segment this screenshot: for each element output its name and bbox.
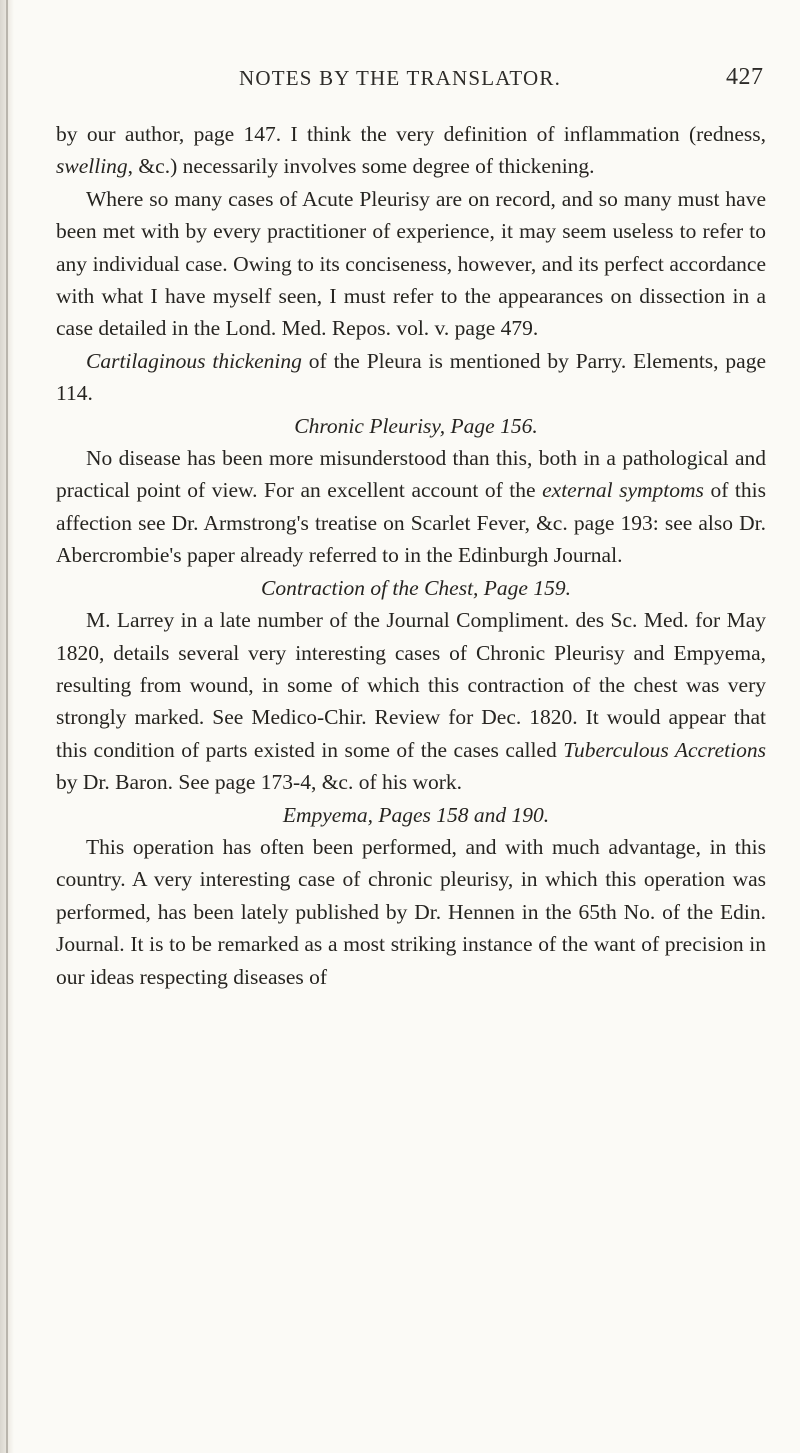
page-header [0, 64, 800, 96]
page-body [56, 118, 766, 993]
heading-text: Contraction of the Chest, Page [261, 575, 528, 600]
heading-text: Chronic Pleurisy, Page [294, 413, 495, 438]
section-heading-empyema [56, 799, 766, 831]
italic-text-run: Tuberculous Accretions [563, 737, 766, 762]
running-head: NOTES BY THE TRANSLATOR. [238, 66, 562, 90]
section-heading-chronic-pleurisy [56, 410, 766, 442]
heading-page-ref: 159. [527, 575, 571, 600]
paragraph-continuation [56, 118, 766, 183]
paragraph-empyema: This operation has often been performed, and with much advantage, in this country. A very interesting case of chronic pleurisy, in which this operation was performed, has been lately published by Dr. Hennen in the 65th No. of the Edin. Journal. It is to be remarked as a most striking instance of the want of precision in our ideas respecting diseases of [56, 834, 766, 989]
binding-edge-line [6, 0, 8, 1453]
paragraph-cartilaginous-thickening [56, 345, 766, 410]
text-run: by Dr. Baron. See page 173-4, &c. of his work. [56, 770, 463, 795]
heading-text: and [473, 802, 507, 827]
text-run: by our author, page 147. I think the very definition of inflammation (redness, [56, 122, 766, 146]
italic-text-run: external symptoms [542, 478, 704, 503]
heading-page-ref: 158 [430, 802, 474, 827]
text-run: of this affection see Dr. Armstrong's treatise on Scarlet Fever, &c. page 193: see also Dr. Abercrombie's paper already referred to in the Edinburgh Journal. [56, 478, 766, 568]
paragraph-contraction-of-chest [56, 604, 766, 798]
page-number: 427 [726, 64, 764, 90]
paragraph-acute-pleurisy: Where so many cases of Acute Pleurisy are on record, and so many must have been met with by every practitioner of experience, it may seem useless to refer to any individual case. Owing to its conciseness, however, and its perfect accordance with what I have myself seen, I must refer to the appearances on dissection in a case detailed in the Lond. Med. Repos. vol. v. page 479. [56, 186, 766, 341]
section-heading-contraction-of-chest [56, 572, 766, 604]
italic-text-run: Cartilaginous thickening [86, 348, 302, 373]
heading-text: Empyema, Pages [282, 802, 431, 827]
italic-text-run: swelling [56, 154, 128, 179]
heading-page-ref: 190. [506, 802, 550, 827]
text-run: , &c.) necessarily involves some degree of thickening. [127, 154, 595, 179]
text-run: No disease has been more misunderstood than this, both in a pathological and practical point of view. For an excellent account of the [56, 446, 766, 503]
text-run: M. Larrey in a late number of the Journal Compliment. des Sc. Med. for May 1820, details several very interesting cases of Chronic Pleurisy and Empyema, resulting from wound, in some of which this contraction of the chest was very strongly marked. See Medico-Chir. Review for Dec. 1820. It would appear that this condition of parts existed in some of the cases called [56, 608, 766, 762]
paragraph-chronic-pleurisy [56, 442, 766, 572]
text-run: of the Pleura is mentioned by Parry. Elements, page 114. [56, 348, 766, 406]
heading-page-ref: 156. [494, 413, 538, 438]
